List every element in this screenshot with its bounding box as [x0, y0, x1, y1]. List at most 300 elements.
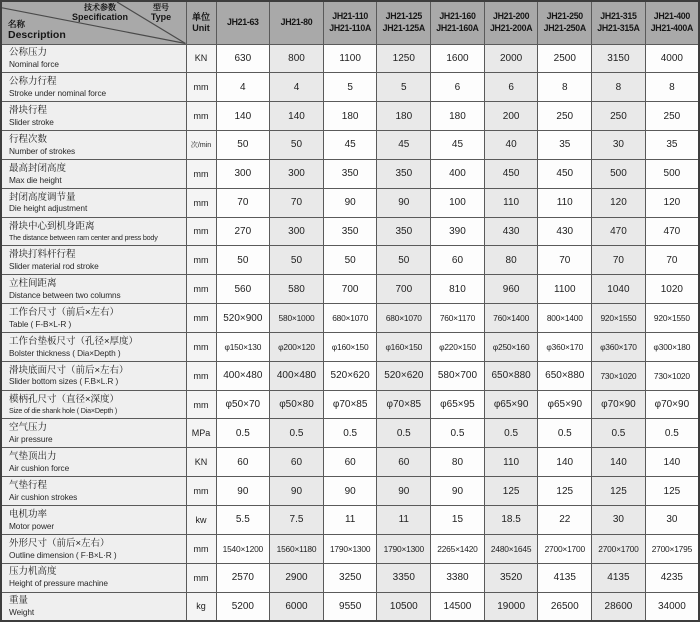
model-header [377, 1, 431, 44]
value-cell: φ70×90 [645, 390, 699, 419]
desc-cell [1, 534, 186, 563]
value-cell: 730×1020 [645, 361, 699, 390]
unit-label-en: Unit [192, 22, 210, 33]
value-cell: 580 [270, 275, 324, 304]
value-cell: 90 [431, 477, 485, 506]
value-cell: 140 [645, 448, 699, 477]
desc-cell [1, 361, 186, 390]
value-cell: 45 [377, 131, 431, 160]
value-cell: φ160×150 [323, 332, 377, 361]
desc-cell [1, 159, 186, 188]
unit-cell: kg [186, 592, 216, 621]
value-cell: 180 [377, 102, 431, 131]
value-cell: 6 [431, 73, 485, 102]
value-cell: 6 [484, 73, 538, 102]
value-cell: 9550 [323, 592, 377, 621]
value-cell: 0.5 [645, 419, 699, 448]
desc-cell [1, 332, 186, 361]
desc-cell [1, 131, 186, 160]
table-row [1, 534, 699, 563]
desc-zh: 压力机高度 [9, 566, 57, 578]
value-cell: 80 [431, 448, 485, 477]
value-cell: 1100 [538, 275, 592, 304]
model-name-line1: JH21-315 [600, 11, 637, 22]
model-header [270, 1, 324, 44]
value-cell: 140 [270, 102, 324, 131]
unit-cell: mm [186, 390, 216, 419]
value-cell: 2480×1645 [484, 534, 538, 563]
value-cell: 1040 [592, 275, 646, 304]
unit-cell: mm [186, 477, 216, 506]
unit-cell: mm [186, 534, 216, 563]
table-row [1, 246, 699, 275]
value-cell: 630 [216, 44, 270, 73]
value-cell: 2000 [484, 44, 538, 73]
model-name-line1: JH21-125 [385, 11, 422, 22]
value-cell: φ160×150 [377, 332, 431, 361]
desc-en: Nominal force [9, 59, 59, 70]
value-cell: 520×900 [216, 304, 270, 333]
unit-cell: mm [186, 73, 216, 102]
desc-cell [1, 304, 186, 333]
value-cell: 1790×1300 [377, 534, 431, 563]
value-cell: 3250 [323, 563, 377, 592]
table-row [1, 304, 699, 333]
desc-en: Distance between two columns [9, 289, 121, 300]
value-cell: 450 [538, 159, 592, 188]
value-cell: φ50×80 [270, 390, 324, 419]
value-cell: 35 [538, 131, 592, 160]
value-cell: 470 [592, 217, 646, 246]
value-cell: 120 [592, 188, 646, 217]
value-cell: φ50×70 [216, 390, 270, 419]
value-cell: 350 [377, 159, 431, 188]
value-cell: 430 [538, 217, 592, 246]
model-name-line1: JH21-200 [492, 11, 530, 22]
value-cell: 140 [216, 102, 270, 131]
value-cell: φ65×90 [538, 390, 592, 419]
table-row [1, 102, 699, 131]
value-cell: 5 [377, 73, 431, 102]
desc-zh: 外形尺寸（前后×左右） [9, 537, 110, 549]
unit-cell: mm [186, 246, 216, 275]
desc-en: Height of pressure machine [9, 578, 108, 589]
value-cell: 180 [431, 102, 485, 131]
value-cell: 26500 [538, 592, 592, 621]
value-cell: 7.5 [270, 506, 324, 535]
value-cell: 50 [377, 246, 431, 275]
model-name-line1: JH21-110 [332, 11, 369, 22]
desc-zh: 行程次数 [9, 133, 48, 145]
value-cell: 1560×1180 [270, 534, 324, 563]
unit-cell: 次/min [186, 131, 216, 160]
unit-cell: mm [186, 188, 216, 217]
value-cell: 70 [538, 246, 592, 275]
model-header [431, 1, 485, 44]
table-row [1, 448, 699, 477]
model-name-line2: JH21-200A [489, 22, 533, 33]
table-row [1, 217, 699, 246]
desc-cell [1, 73, 186, 102]
model-header [645, 1, 699, 44]
desc-en: Number of strokes [9, 145, 76, 156]
value-cell: 5 [323, 73, 377, 102]
value-cell: 300 [270, 217, 324, 246]
value-cell: 0.5 [484, 419, 538, 448]
desc-zh: 立柱间距离 [9, 278, 57, 290]
value-cell: φ65×90 [484, 390, 538, 419]
value-cell: 4135 [538, 563, 592, 592]
value-cell: 760×1400 [484, 304, 538, 333]
value-cell: 140 [538, 448, 592, 477]
value-cell: 50 [216, 246, 270, 275]
unit-cell: KN [186, 448, 216, 477]
desc-en: Weight [9, 607, 35, 618]
desc-zh: 最高封闭高度 [9, 162, 67, 174]
value-cell: 650×880 [538, 361, 592, 390]
value-cell: 70 [645, 246, 699, 275]
table-row [1, 506, 699, 535]
value-cell: φ300×180 [645, 332, 699, 361]
model-name-line2: JH21-110A [329, 22, 372, 33]
value-cell: 1100 [323, 44, 377, 73]
desc-en: Motor power [9, 520, 55, 531]
name-label-zh: 名称 [8, 18, 26, 29]
desc-cell [1, 102, 186, 131]
desc-zh: 工作台垫板尺寸（孔径×厚度） [9, 335, 139, 347]
value-cell: 400×480 [216, 361, 270, 390]
value-cell: φ220×150 [431, 332, 485, 361]
value-cell: 60 [323, 448, 377, 477]
value-cell: 250 [538, 102, 592, 131]
value-cell: 40 [484, 131, 538, 160]
model-name-line2: JH21-125A [382, 22, 425, 33]
desc-en: Bolster thickness ( Dia×Depth ) [9, 347, 121, 358]
header-corner [1, 1, 186, 44]
desc-en: Slider bottom sizes ( F.B×L.R ) [9, 376, 119, 387]
value-cell: 470 [645, 217, 699, 246]
value-cell: 100 [431, 188, 485, 217]
value-cell: 3520 [484, 563, 538, 592]
value-cell: 350 [377, 217, 431, 246]
value-cell: 4235 [645, 563, 699, 592]
value-cell: 50 [270, 131, 324, 160]
value-cell: 22 [538, 506, 592, 535]
unit-cell: mm [186, 361, 216, 390]
unit-cell: mm [186, 304, 216, 333]
value-cell: 200 [484, 102, 538, 131]
table-row [1, 592, 699, 621]
value-cell: 4 [216, 73, 270, 102]
desc-cell [1, 275, 186, 304]
value-cell: 2500 [538, 44, 592, 73]
desc-cell [1, 246, 186, 275]
value-cell: φ200×120 [270, 332, 324, 361]
value-cell: 580×700 [431, 361, 485, 390]
value-cell: 110 [538, 188, 592, 217]
value-cell: 90 [377, 477, 431, 506]
value-cell: 4000 [645, 44, 699, 73]
value-cell: 110 [484, 448, 538, 477]
desc-en: Air cushion force [9, 462, 70, 473]
model-name-line1: JH21-80 [280, 17, 313, 28]
model-name-line1: JH21-400 [653, 11, 690, 22]
name-label [8, 20, 66, 42]
value-cell: φ65×95 [431, 390, 485, 419]
model-header [538, 1, 592, 44]
value-cell: 30 [645, 506, 699, 535]
value-cell: 680×1070 [323, 304, 377, 333]
desc-en: Table ( F-B×L-R ) [9, 318, 72, 329]
type-label-zh: 型号 [153, 3, 169, 12]
value-cell: 70 [592, 246, 646, 275]
value-cell: 960 [484, 275, 538, 304]
value-cell: 5200 [216, 592, 270, 621]
desc-en: Slider material rod stroke [9, 261, 99, 272]
value-cell: 300 [216, 159, 270, 188]
value-cell: 1790×1300 [323, 534, 377, 563]
value-cell: 140 [592, 448, 646, 477]
unit-cell: mm [186, 563, 216, 592]
table-row [1, 73, 699, 102]
value-cell: 270 [216, 217, 270, 246]
value-cell: 2700×1700 [538, 534, 592, 563]
unit-cell: KN [186, 44, 216, 73]
desc-zh: 空气压力 [9, 422, 48, 434]
value-cell: φ150×130 [216, 332, 270, 361]
desc-cell [1, 188, 186, 217]
unit-cell: mm [186, 159, 216, 188]
value-cell: 35 [645, 131, 699, 160]
desc-zh: 工作台尺寸（前后×左右） [9, 306, 120, 318]
desc-zh: 滑块底面尺寸（前后×左右） [9, 364, 129, 376]
spec-label-en: Specification [71, 11, 128, 22]
desc-cell [1, 390, 186, 419]
value-cell: 45 [323, 131, 377, 160]
value-cell: 70 [216, 188, 270, 217]
model-name-line2: JH21-400A [650, 22, 694, 33]
value-cell: 50 [270, 246, 324, 275]
value-cell: 800 [270, 44, 324, 73]
value-cell: 2700×1795 [645, 534, 699, 563]
value-cell: 70 [270, 188, 324, 217]
value-cell: 3150 [592, 44, 646, 73]
value-cell: 430 [484, 217, 538, 246]
unit-label-zh: 单位 [191, 11, 210, 22]
value-cell: 2570 [216, 563, 270, 592]
value-cell: 45 [431, 131, 485, 160]
model-header [323, 1, 377, 44]
value-cell: 3380 [431, 563, 485, 592]
table-row [1, 275, 699, 304]
table-row [1, 188, 699, 217]
value-cell: 400 [431, 159, 485, 188]
header-unit [186, 1, 216, 44]
value-cell: φ250×160 [484, 332, 538, 361]
desc-cell [1, 448, 186, 477]
unit-cell: kw [186, 506, 216, 535]
value-cell: 28600 [592, 592, 646, 621]
value-cell: 60 [216, 448, 270, 477]
value-cell: 1020 [645, 275, 699, 304]
value-cell: 11 [377, 506, 431, 535]
value-cell: 450 [484, 159, 538, 188]
spec-label-zh: 技术参数 [84, 3, 116, 12]
table-row [1, 419, 699, 448]
value-cell: 30 [592, 506, 646, 535]
desc-zh: 模柄孔尺寸（直径×深度） [9, 394, 120, 406]
desc-zh: 公称压力 [9, 47, 48, 59]
value-cell: 10500 [377, 592, 431, 621]
value-cell: 800×1400 [538, 304, 592, 333]
model-name-line2: JH21-315A [597, 22, 640, 33]
desc-en: Die height adjustment [9, 203, 88, 214]
desc-cell [1, 419, 186, 448]
value-cell: 810 [431, 275, 485, 304]
value-cell: 650×880 [484, 361, 538, 390]
value-cell: 125 [484, 477, 538, 506]
value-cell: φ70×85 [377, 390, 431, 419]
desc-en: Air pressure [9, 434, 53, 445]
value-cell: 90 [377, 188, 431, 217]
value-cell: 50 [216, 131, 270, 160]
desc-zh: 公称力行程 [9, 76, 57, 88]
model-name-line1: JH21-160 [439, 11, 476, 22]
desc-en: Air cushion strokes [9, 491, 78, 502]
type-label-en: Type [150, 11, 172, 22]
value-cell: 4135 [592, 563, 646, 592]
table-row [1, 159, 699, 188]
desc-cell [1, 44, 186, 73]
value-cell: 0.5 [431, 419, 485, 448]
desc-cell [1, 592, 186, 621]
value-cell: 500 [592, 159, 646, 188]
header-row [1, 1, 699, 44]
value-cell: 920×1550 [645, 304, 699, 333]
value-cell: 60 [377, 448, 431, 477]
value-cell: 90 [323, 188, 377, 217]
value-cell: 90 [270, 477, 324, 506]
desc-en: The distance between ram center and press body [9, 232, 158, 242]
value-cell: 11 [323, 506, 377, 535]
value-cell: 90 [323, 477, 377, 506]
desc-zh: 气垫顶出力 [9, 451, 57, 463]
value-cell: 580×1000 [270, 304, 324, 333]
model-name-line1: JH21-250 [546, 11, 583, 22]
value-cell: 390 [431, 217, 485, 246]
value-cell: 250 [645, 102, 699, 131]
unit-cell: mm [186, 217, 216, 246]
value-cell: φ70×85 [323, 390, 377, 419]
value-cell: 1600 [431, 44, 485, 73]
value-cell: 500 [645, 159, 699, 188]
value-cell: φ360×170 [592, 332, 646, 361]
value-cell: 18.5 [484, 506, 538, 535]
value-cell: 730×1020 [592, 361, 646, 390]
value-cell: 300 [270, 159, 324, 188]
value-cell: 50 [323, 246, 377, 275]
value-cell: 110 [484, 188, 538, 217]
model-name-line2: JH21-250A [543, 22, 586, 33]
desc-zh: 气垫行程 [9, 479, 48, 491]
model-header [484, 1, 538, 44]
value-cell: 120 [645, 188, 699, 217]
table-row [1, 44, 699, 73]
value-cell: 0.5 [377, 419, 431, 448]
unit-cell: MPa [186, 419, 216, 448]
value-cell: 8 [592, 73, 646, 102]
name-label-en: Description [8, 29, 66, 42]
value-cell: 8 [538, 73, 592, 102]
desc-zh: 滑块行程 [9, 104, 48, 116]
value-cell: 3350 [377, 563, 431, 592]
value-cell: 6000 [270, 592, 324, 621]
value-cell: 19000 [484, 592, 538, 621]
value-cell: 125 [538, 477, 592, 506]
value-cell: 2265×1420 [431, 534, 485, 563]
type-label [142, 4, 180, 23]
desc-cell [1, 217, 186, 246]
value-cell: 8 [645, 73, 699, 102]
table-row [1, 361, 699, 390]
value-cell: 15 [431, 506, 485, 535]
value-cell: 0.5 [538, 419, 592, 448]
desc-en: Size of die shank hole ( Dia×Depth ) [9, 405, 118, 415]
desc-zh: 封闭高度调节量 [9, 191, 76, 203]
value-cell: 520×620 [323, 361, 377, 390]
value-cell: 5.5 [216, 506, 270, 535]
value-cell: 700 [323, 275, 377, 304]
unit-cell: mm [186, 102, 216, 131]
model-header [592, 1, 646, 44]
value-cell: 700 [377, 275, 431, 304]
value-cell: 350 [323, 217, 377, 246]
value-cell: 250 [592, 102, 646, 131]
value-cell: 30 [592, 131, 646, 160]
value-cell: φ70×90 [592, 390, 646, 419]
value-cell: 2900 [270, 563, 324, 592]
value-cell: 0.5 [592, 419, 646, 448]
value-cell: 60 [270, 448, 324, 477]
desc-zh: 重量 [9, 595, 29, 607]
value-cell: 4 [270, 73, 324, 102]
value-cell: 0.5 [216, 419, 270, 448]
table-row [1, 332, 699, 361]
unit-cell: mm [186, 332, 216, 361]
value-cell: 560 [216, 275, 270, 304]
value-cell: 90 [216, 477, 270, 506]
value-cell: 0.5 [323, 419, 377, 448]
value-cell: 1250 [377, 44, 431, 73]
table-row [1, 390, 699, 419]
desc-en: Max die height [9, 174, 62, 185]
desc-cell [1, 563, 186, 592]
value-cell: 14500 [431, 592, 485, 621]
model-header [216, 1, 270, 44]
value-cell: 80 [484, 246, 538, 275]
desc-en: Stroke under nominal force [9, 88, 107, 99]
desc-zh: 滑块中心到机身距离 [9, 221, 95, 233]
desc-cell [1, 506, 186, 535]
value-cell: φ360×170 [538, 332, 592, 361]
value-cell: 125 [645, 477, 699, 506]
value-cell: 520×620 [377, 361, 431, 390]
desc-zh: 电机功率 [9, 508, 48, 520]
value-cell: 1540×1200 [216, 534, 270, 563]
desc-zh: 滑块打料杆行程 [9, 249, 76, 261]
value-cell: 2700×1700 [592, 534, 646, 563]
spec-label [54, 4, 146, 23]
